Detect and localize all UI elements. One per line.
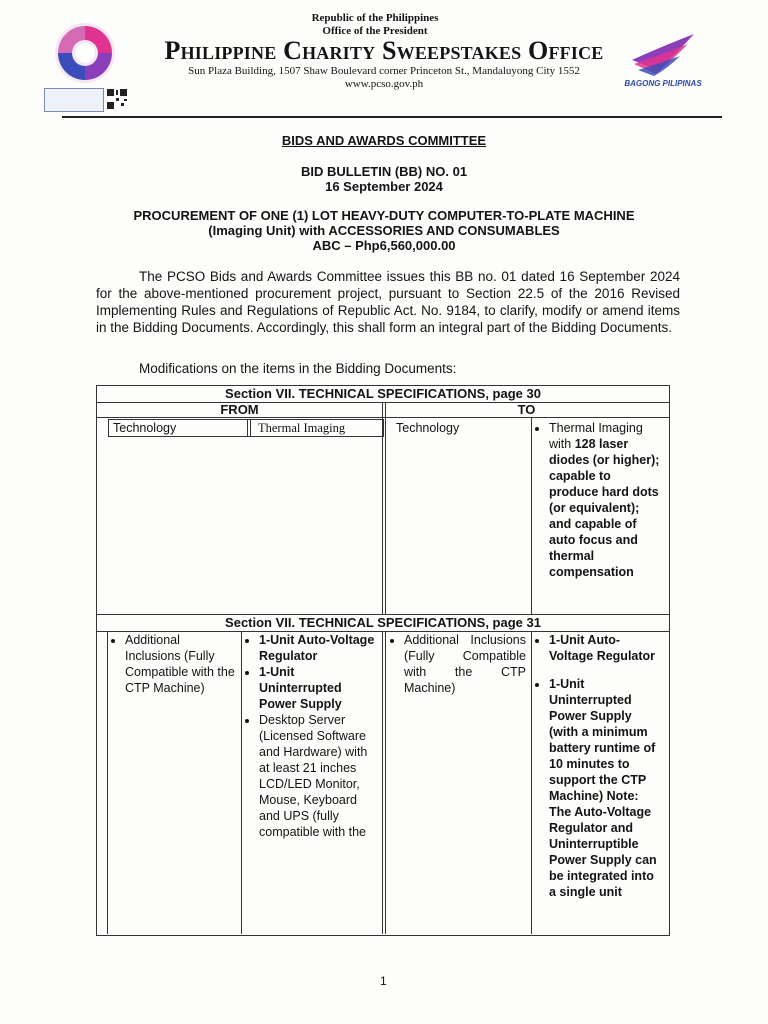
from-item: • 1-Unit Auto-Voltage Regulator bbox=[259, 632, 375, 664]
bulletin-date: 16 September 2024 bbox=[325, 179, 443, 194]
from-item: • 1-Unit Uninterrupted Power Supply bbox=[259, 664, 375, 712]
to-header: TO bbox=[517, 402, 536, 417]
header-divider bbox=[62, 116, 722, 118]
section-header-page-30: Section VII. TECHNICAL SPECIFICATIONS, page 30 bbox=[97, 386, 669, 403]
to-label-technology: Technology bbox=[396, 421, 460, 435]
bagong-pilipinas-text: BAGONG PILIPINAS bbox=[624, 79, 702, 88]
org-website: www.pcso.gov.ph bbox=[344, 78, 424, 90]
from-to-header bbox=[97, 403, 669, 418]
pcso-logo bbox=[50, 20, 120, 86]
org-address: Sun Plaza Building, 1507 Shaw Boulevard corner Princeton St., Mandaluyong City 1552 bbox=[188, 65, 580, 77]
to-value-technology: • Thermal Imaging with 128 laser diodes (or higher); capable to produce hard dots (or equivalent); and capable of auto focus and thermal compensation bbox=[533, 420, 661, 580]
bulletin-heading bbox=[0, 164, 768, 194]
to-item: • 1-Unit Uninterrupted Power Supply (with a minimum battery runtime of 10 minutes to support the CTP Machine) Note: The Auto-Voltage Regulator and Uninterruptible Power Supply can be integrated into a single unit bbox=[549, 676, 663, 900]
modifications-table bbox=[96, 385, 670, 936]
to-inclusions-list bbox=[533, 632, 663, 900]
republic-line: Republic of the Philippines Office of the President bbox=[311, 12, 439, 37]
bulletin-number: BID BULLETIN (BB) NO. 01 bbox=[300, 164, 468, 179]
modifications-label: Modifications on the items in the Bidding Documents: bbox=[139, 361, 457, 376]
to-label-inclusions: • Additional Inclusions (Fully Compatible with the CTP Machine) bbox=[388, 632, 526, 696]
to-item: • 1-Unit Auto-Voltage Regulator bbox=[549, 632, 663, 664]
org-name: Philippine Charity Sweepstakes Office bbox=[164, 36, 604, 65]
page-number: 1 bbox=[380, 974, 387, 988]
section-header-page-31: Section VII. TECHNICAL SPECIFICATIONS, page 31 bbox=[97, 614, 669, 632]
from-item: • Desktop Server (Licensed Software and Hardware) with at least 21 inches LCD/LED Monitor, Mouse, Keyboard and UPS (fully compatible with the bbox=[259, 712, 375, 840]
qr-code-icon bbox=[106, 88, 128, 110]
from-label-technology: Technology bbox=[108, 419, 251, 437]
procurement-heading: PROCUREMENT OF ONE (1) LOT HEAVY-DUTY COMPUTER-TO-PLATE MACHINE (Imaging Unit) with ACCESSORIES AND CONSUMABLES ABC – Php6,560,000.00 bbox=[0, 208, 768, 253]
bagong-pilipinas-logo bbox=[628, 30, 698, 78]
from-label-inclusions: • Additional Inclusions (Fully Compatible with the CTP Machine) bbox=[109, 632, 237, 696]
from-header: FROM bbox=[220, 402, 259, 417]
from-inclusions-list bbox=[243, 632, 375, 840]
certification-badge bbox=[44, 88, 104, 112]
intro-paragraph: The PCSO Bids and Awards Committee issues this BB no. 01 dated 16 September 2024 for the above-mentioned procurement project, pursuant to Section 22.5 of the 2016 Revised Implementing Rules and Regulations of Republic Act. No. 9184, to clarify, modify or amend items in the Bidding Documents. Accordingly, this shall form an integral part of the Bidding Documents. bbox=[96, 269, 680, 335]
abc-amount: ABC – Php6,560,000.00 bbox=[312, 238, 456, 253]
from-value-thermal: Thermal Imaging bbox=[247, 419, 384, 437]
committee-title: BIDS AND AWARDS COMMITTEE bbox=[281, 133, 487, 148]
